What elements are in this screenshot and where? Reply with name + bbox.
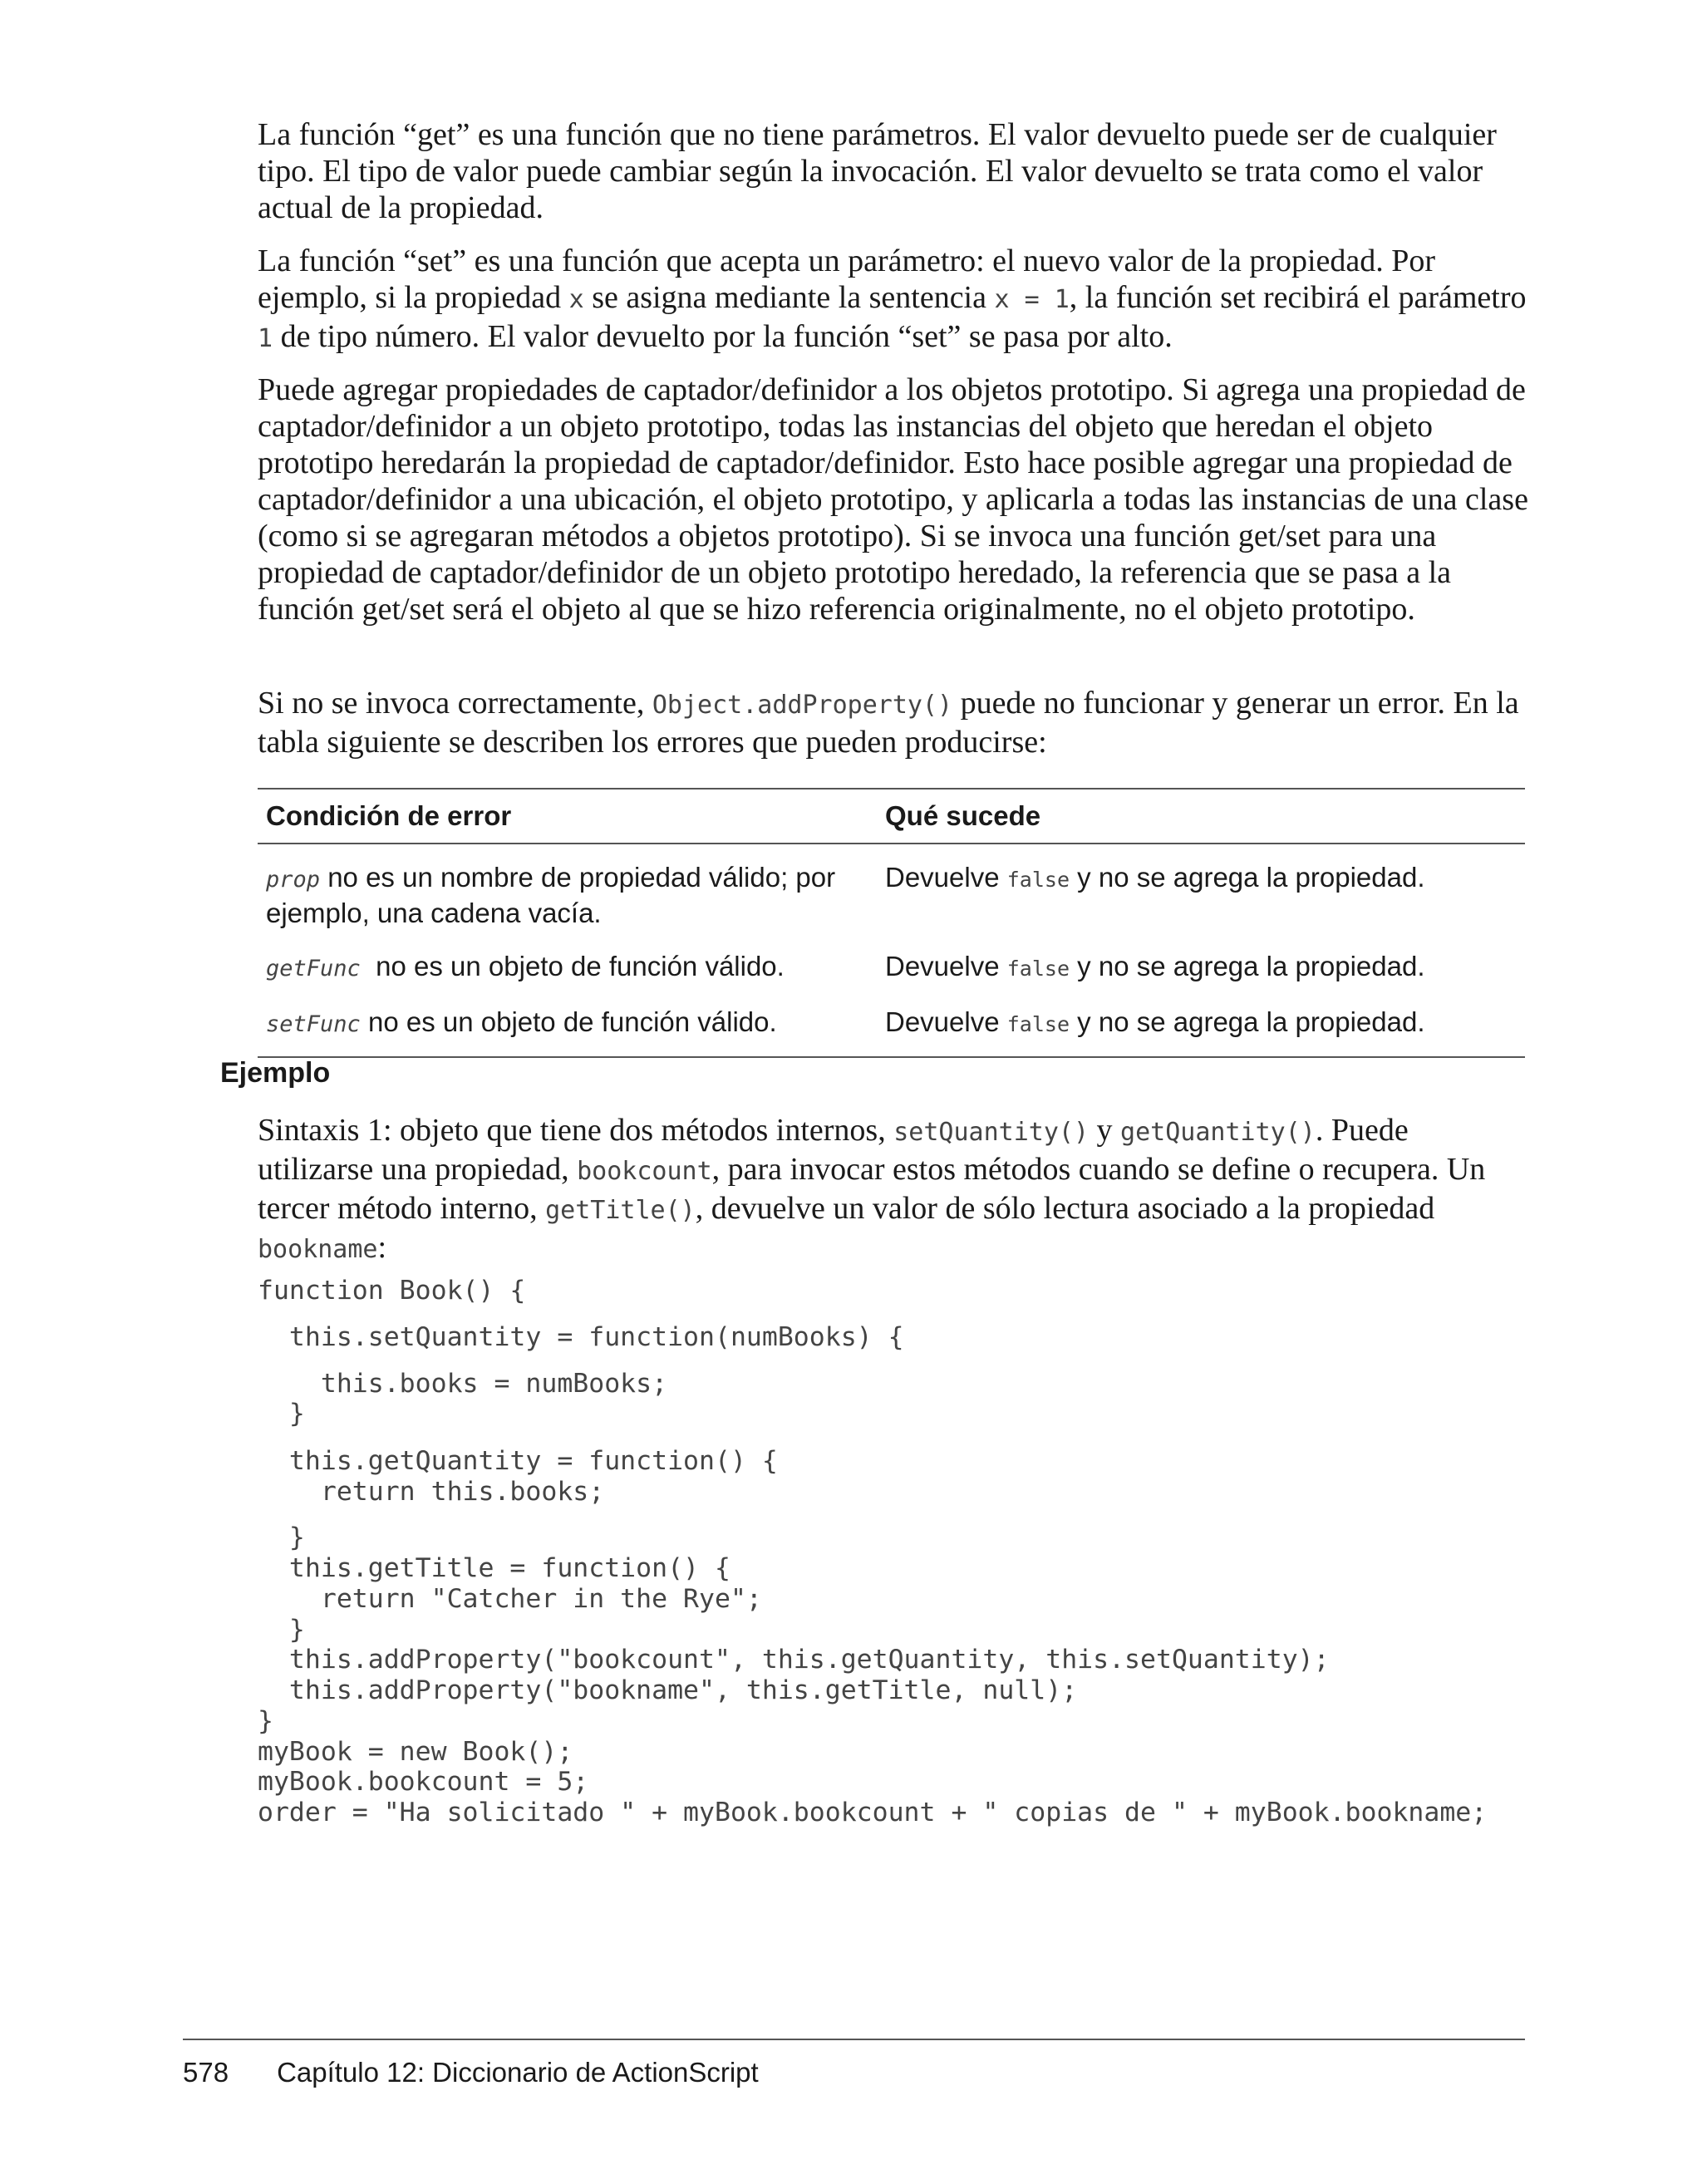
- code-line: this.setQuantity = function(numBooks) {: [258, 1322, 904, 1352]
- paragraph-text: puede no funcionar y generar un error. En la tabla siguiente se describen los errores que pueden producirse:: [258, 686, 1519, 760]
- code-line: }: [258, 1399, 305, 1429]
- paragraph-get-function: [258, 116, 1529, 226]
- footer-divider: [183, 2039, 1525, 2040]
- table-row: [258, 861, 1525, 930]
- paragraph-text: :: [377, 1230, 387, 1265]
- cell-text: no es un objeto de función válido.: [360, 951, 785, 981]
- cell-text: y no se agrega la propiedad.: [1070, 1006, 1425, 1037]
- inline-code: x = 1: [994, 285, 1070, 314]
- error-table: [258, 788, 1525, 1058]
- inline-code: prop: [266, 867, 321, 893]
- cell-text: Devuelve: [885, 951, 1007, 981]
- table-cell: [885, 950, 1525, 986]
- code-line: this.addProperty("bookname", this.getTitle, null);: [258, 1675, 1078, 1705]
- table-row: [258, 1006, 1525, 1041]
- code-line: order = "Ha solicitado " + myBook.bookcount + " copias de " + myBook.bookname;: [258, 1798, 1488, 1827]
- inline-code: false: [1006, 868, 1070, 892]
- inline-code: bookname: [258, 1235, 378, 1264]
- paragraph-example-intro: [258, 1112, 1529, 1268]
- table-header-cell: Qué sucede: [885, 800, 1041, 831]
- table-cell: [258, 1006, 885, 1041]
- code-line: myBook = new Book();: [258, 1737, 573, 1767]
- page-footer: [183, 2057, 759, 2088]
- table-row: [258, 950, 1525, 986]
- code-line: this.getTitle = function() {: [258, 1553, 730, 1583]
- inline-code: false: [1006, 1012, 1070, 1036]
- chapter-title: Capítulo 12: Diccionario de ActionScript: [277, 2057, 759, 2088]
- code-line: }: [258, 1615, 305, 1645]
- code-line: this.addProperty("bookcount", this.getQuantity, this.setQuantity);: [258, 1645, 1330, 1675]
- table-header-cell: Condición de error: [266, 800, 512, 831]
- cell-text: y no se agrega la propiedad.: [1070, 862, 1425, 893]
- inline-code: setFunc: [266, 1011, 361, 1037]
- inline-code: false: [1006, 957, 1070, 981]
- inline-code: x: [568, 285, 584, 314]
- paragraph-text: Si no se invoca correctamente,: [258, 686, 652, 721]
- paragraph-text: Sintaxis 1: objeto que tiene dos métodos internos,: [258, 1113, 894, 1148]
- table-cell: [258, 861, 885, 930]
- table-cell: [258, 950, 885, 986]
- cell-text: no es un nombre de propiedad válido; por ejemplo, una cadena vacía.: [266, 862, 836, 928]
- paragraph-text: , la función set recibirá el parámetro: [1069, 280, 1527, 315]
- inline-code: 1: [258, 324, 273, 353]
- inline-code: getFunc: [266, 956, 361, 981]
- inline-code: bookcount: [577, 1157, 712, 1186]
- table-cell: [885, 1006, 1525, 1041]
- paragraph-text: se asigna mediante la sentencia: [583, 280, 995, 315]
- table-cell: [885, 861, 1525, 930]
- cell-text: Devuelve: [885, 1006, 1007, 1037]
- cell-text: Devuelve: [885, 862, 1007, 893]
- code-line: return this.books;: [258, 1477, 605, 1507]
- section-heading-example: Ejemplo: [220, 1057, 331, 1089]
- page-number: 578: [183, 2057, 229, 2088]
- table-body: [258, 844, 1525, 1041]
- code-line: return "Catcher in the Rye";: [258, 1584, 762, 1614]
- table-header-row: [258, 789, 1525, 844]
- code-line: this.getQuantity = function() {: [258, 1446, 778, 1476]
- code-line: function Book() {: [258, 1276, 526, 1306]
- paragraph-text: y: [1089, 1113, 1121, 1148]
- code-line: myBook.bookcount = 5;: [258, 1767, 589, 1797]
- code-line: this.books = numBooks;: [258, 1369, 668, 1399]
- paragraph-prototype: [258, 371, 1529, 627]
- inline-code: getTitle(): [545, 1196, 696, 1225]
- cell-text: no es un objeto de función válido.: [360, 1006, 777, 1037]
- inline-code: setQuantity(): [893, 1118, 1090, 1147]
- inline-code: Object.addProperty(): [652, 691, 953, 720]
- paragraph-text: . Puede utilizarse una propiedad,: [258, 1113, 1409, 1187]
- paragraph-errors-intro: [258, 685, 1529, 760]
- paragraph-text: La función “set” es una función que acepta un parámetro: el nuevo valor de la propiedad. Por ejemplo, si la propiedad: [258, 243, 1436, 315]
- paragraph-text: Puede agregar propiedades de captador/definidor a los objetos prototipo. Si agrega una propiedad de captador/definidor a un objeto prototipo, todas las instancias del objeto que heredan el objeto prototipo heredarán la propiedad de captador/definidor. Esto hace posible agregar una propiedad de captador/definidor a una ubicación, el objeto prototipo, y aplicarla a todas las instancias de una clase (como si se agregaran métodos a objetos prototipo). Si se invoca una función get/set para una propiedad de captador/definidor de un objeto prototipo heredado, la referencia que se pasa a la función get/set será el objeto al que se hizo referencia originalmente, no el objeto prototipo.: [258, 372, 1528, 627]
- code-line: }: [258, 1706, 273, 1736]
- paragraph-text: La función “get” es una función que no tiene parámetros. El valor devuelto puede ser de cualquier tipo. El tipo de valor puede cambiar según la invocación. El valor devuelto se trata como el valor actual de la propiedad.: [258, 117, 1497, 225]
- paragraph-text: , para invocar estos métodos cuando se define o recupera. Un tercer método interno,: [258, 1152, 1486, 1226]
- paragraph-set-function: [258, 243, 1529, 357]
- cell-text: y no se agrega la propiedad.: [1070, 951, 1425, 981]
- paragraph-text: , devuelve un valor de sólo lectura asociado a la propiedad: [695, 1191, 1435, 1226]
- code-line: }: [258, 1522, 305, 1552]
- paragraph-text: de tipo número. El valor devuelto por la función “set” se pasa por alto.: [273, 319, 1173, 354]
- inline-code: getQuantity(): [1120, 1118, 1316, 1147]
